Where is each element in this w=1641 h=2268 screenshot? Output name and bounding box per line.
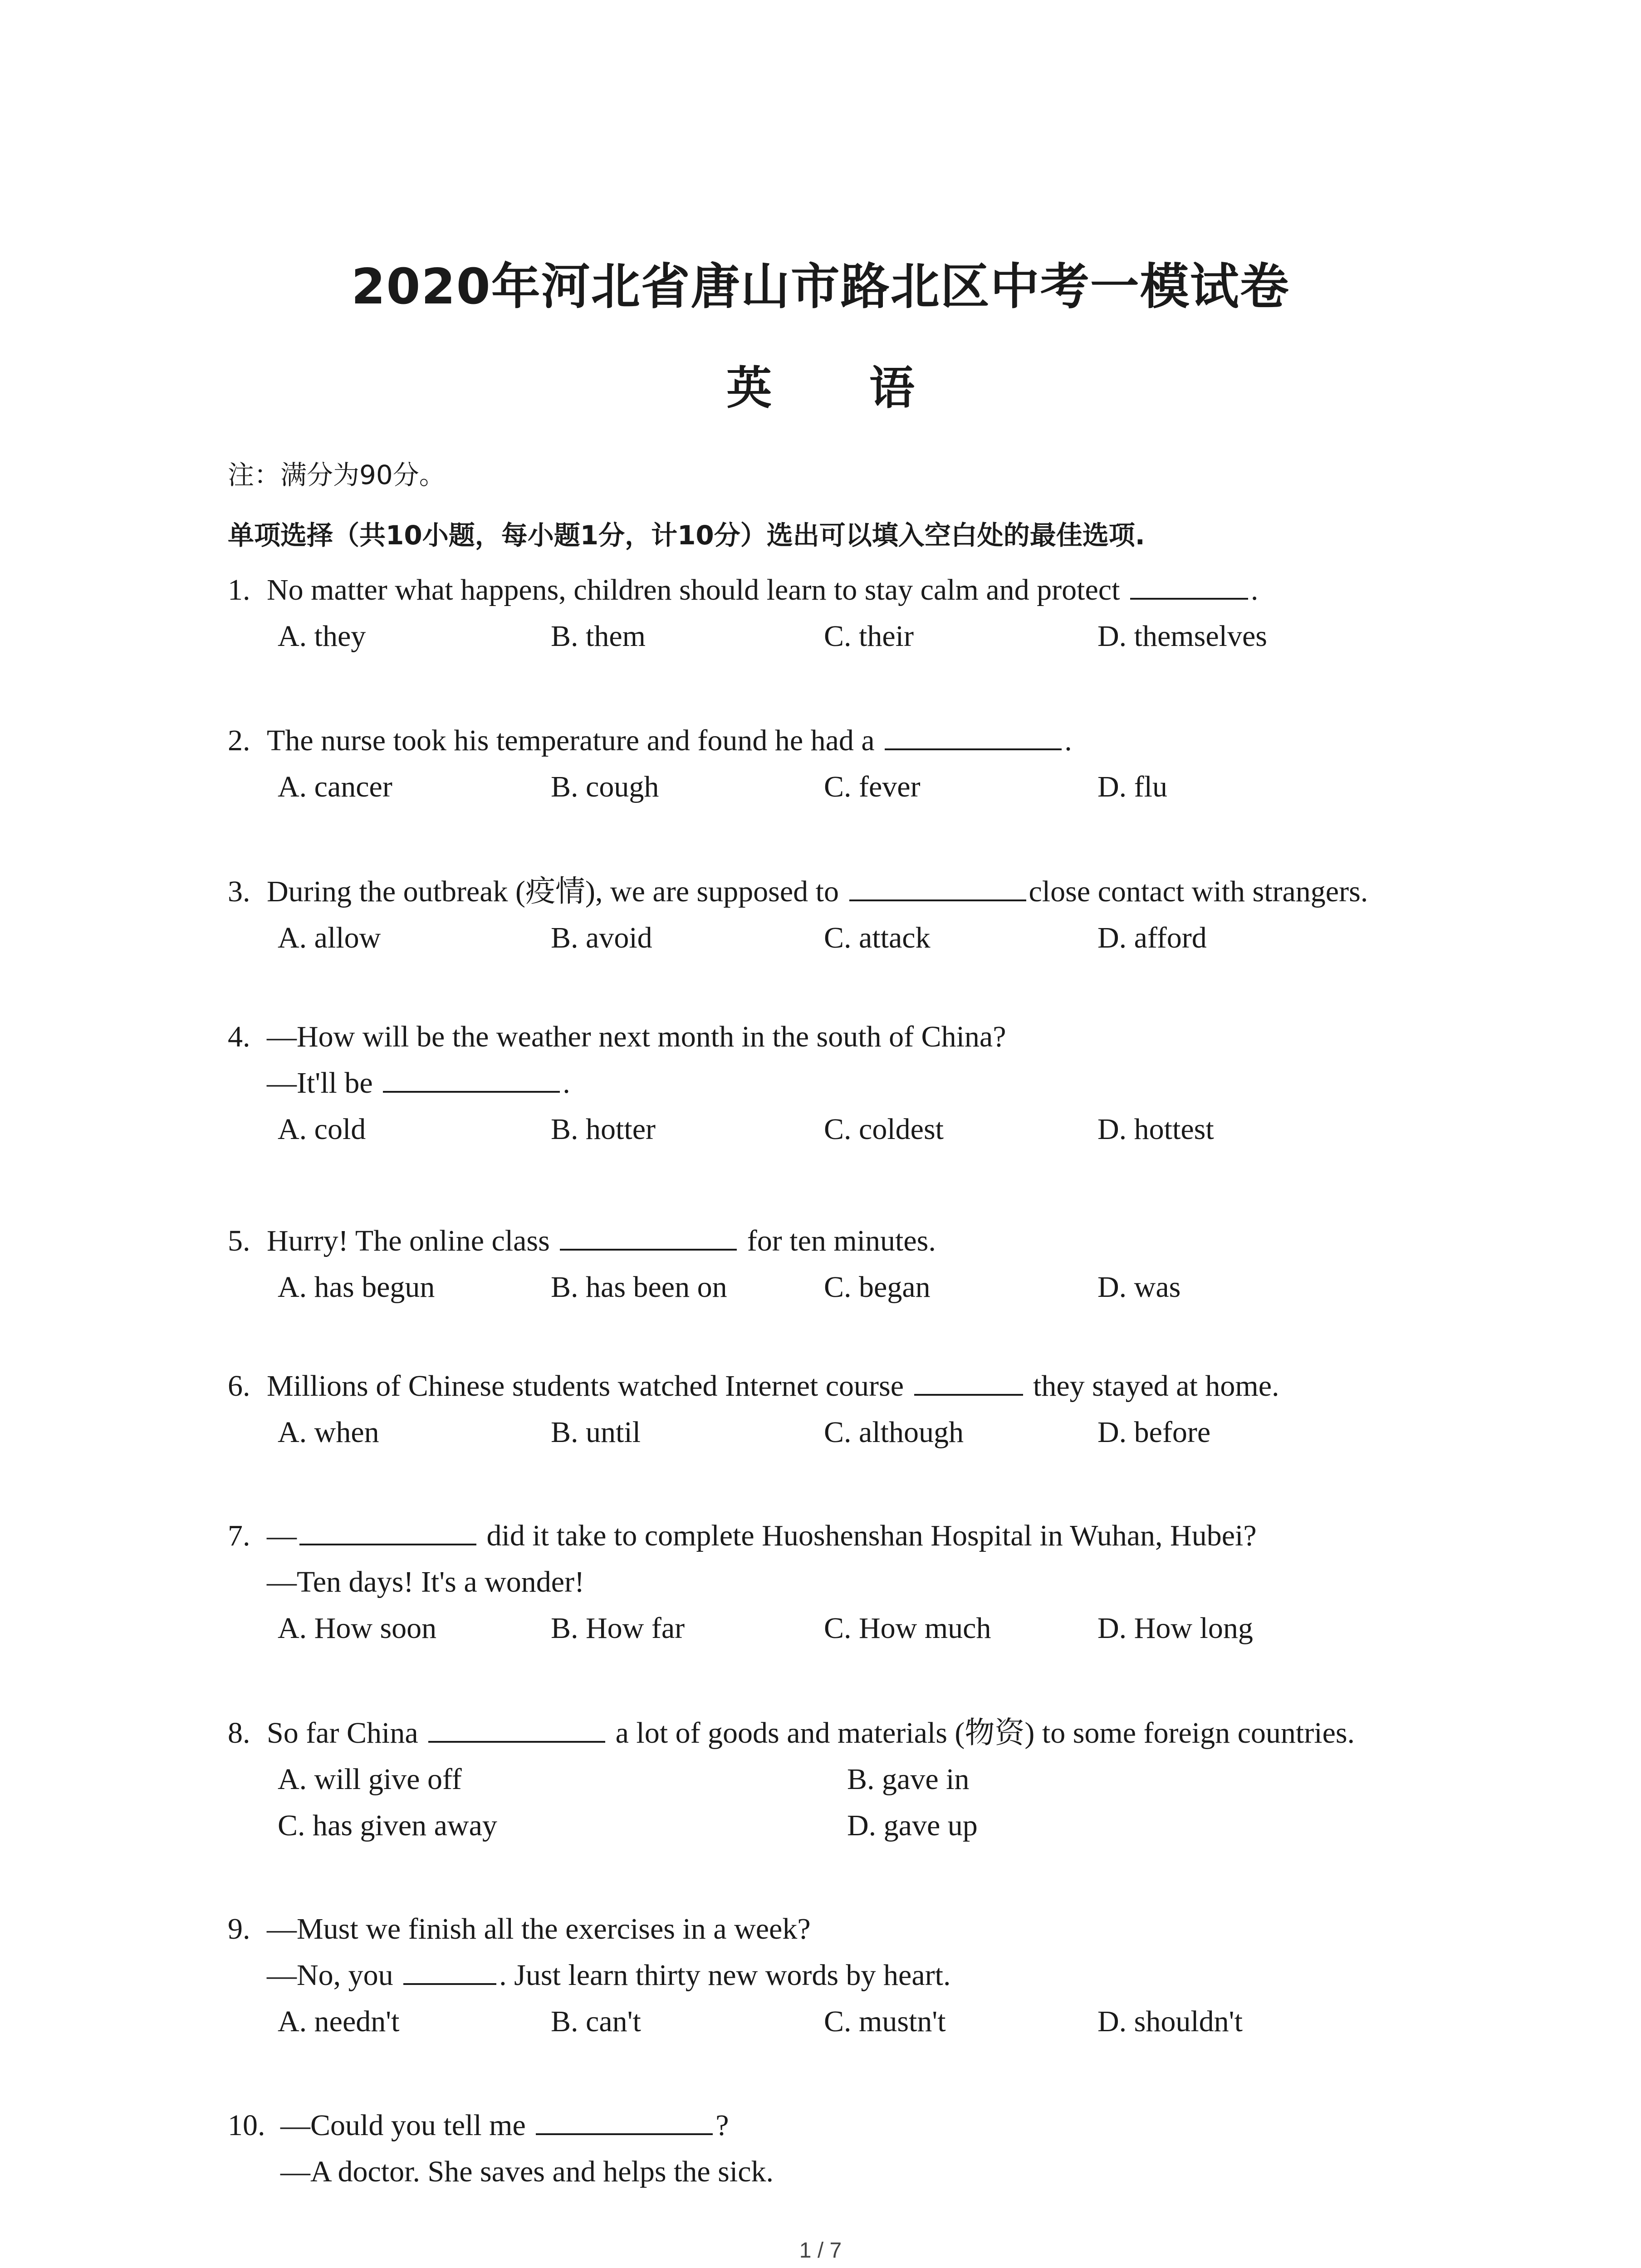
question-number: 8. [228,1716,250,1750]
question-text: did it take to complete Huoshenshan Hospital in Wuhan, Hubei? [486,1519,1257,1552]
option-b[interactable]: B. has been on [551,1271,727,1304]
option-d[interactable]: D. hottest [1097,1113,1214,1146]
question-text: — [267,1519,297,1552]
question-text: —Must we finish all the exercises in a week? [267,1912,811,1945]
question-8 [228,1710,1589,1849]
option-d[interactable]: D. was [1097,1271,1181,1304]
option-a[interactable]: A. when [278,1416,379,1449]
question-text: —No, you [267,1959,393,1992]
question-number: 1. [228,573,250,606]
question-9 [228,1906,1589,2045]
answer-blank[interactable] [383,1061,560,1093]
option-d[interactable]: D. flu [1097,770,1167,803]
question-1 [228,567,1589,660]
option-b[interactable]: B. until [551,1416,641,1449]
question-7 [228,1513,1589,1652]
question-text: Millions of Chinese students watched Internet course [267,1369,904,1403]
answer-blank[interactable] [885,719,1062,750]
page-number: 1 / 7 [799,2239,842,2263]
question-4 [228,1014,1589,1153]
question-number: 4. [228,1020,250,1053]
option-b[interactable]: B. hotter [551,1113,656,1146]
question-number: 5. [228,1224,250,1257]
question-text: close contact with strangers. [1029,875,1368,908]
option-a[interactable]: A. will give off [278,1763,462,1796]
question-6 [228,1363,1589,1456]
option-a[interactable]: A. they [278,620,366,653]
question-number: 3. [228,875,250,908]
option-c[interactable]: C. mustn't [824,2005,946,2038]
question-text: —It'll be [267,1066,373,1100]
answer-blank[interactable] [914,1364,1023,1396]
option-b[interactable]: B. gave in [847,1763,970,1796]
option-b[interactable]: B. avoid [551,921,652,954]
option-c[interactable]: C. although [824,1416,964,1449]
question-2 [228,718,1589,810]
answer-blank[interactable] [1130,568,1248,600]
question-text: they stayed at home. [1033,1369,1279,1403]
question-text: So far China [267,1716,418,1750]
option-c[interactable]: C. has given away [278,1809,497,1842]
answer-blank[interactable] [536,2103,713,2135]
option-a[interactable]: A. How soon [278,1612,437,1645]
question-text: —How will be the weather next month in the south of China? [267,1020,1006,1053]
answer-blank[interactable] [849,870,1026,901]
option-d[interactable]: D. gave up [847,1809,978,1842]
option-c[interactable]: C. How much [824,1612,991,1645]
option-a[interactable]: A. allow [278,921,381,954]
question-3 [228,869,1589,961]
page-title: 2020年河北省唐山市路北区中考一模试卷 [351,259,1290,315]
option-d[interactable]: D. afford [1097,921,1207,954]
page-subject: 英 语 [726,362,955,415]
question-number: 10. [228,2109,265,2142]
question-text: During the outbreak (疫情), we are supposed to [267,875,839,908]
question-number: 7. [228,1519,250,1552]
answer-blank[interactable] [299,1514,476,1545]
question-text: —A doctor. She saves and helps the sick. [280,2155,774,2188]
question-text: ? [715,2109,729,2142]
option-d[interactable]: D. themselves [1097,620,1267,653]
question-text: —Could you tell me [280,2109,526,2142]
option-c[interactable]: C. began [824,1271,931,1304]
question-text: . [1064,724,1072,757]
option-a[interactable]: A. has begun [278,1271,435,1304]
section-heading: 单项选择（共10小题，每小题1分，计10分）选出可以填入空白处的最佳选项. [228,520,1145,551]
question-number: 9. [228,1912,250,1945]
option-c[interactable]: C. fever [824,770,921,803]
question-number: 2. [228,724,250,757]
question-text: . [1250,573,1259,606]
question-text: for ten minutes. [747,1224,936,1257]
option-a[interactable]: A. needn't [278,2005,400,2038]
question-text: . Just learn thirty new words by heart. [499,1959,951,1992]
option-d[interactable]: D. before [1097,1416,1211,1449]
option-a[interactable]: A. cold [278,1113,366,1146]
answer-blank[interactable] [403,1953,496,1985]
answer-blank[interactable] [428,1711,605,1743]
option-b[interactable]: B. them [551,620,646,653]
option-c[interactable]: C. attack [824,921,931,954]
question-text: No matter what happens, children should learn to stay calm and protect [267,573,1120,606]
question-number: 6. [228,1369,250,1403]
option-c[interactable]: C. their [824,620,914,653]
option-d[interactable]: D. shouldn't [1097,2005,1243,2038]
answer-blank[interactable] [560,1219,737,1251]
question-text: Hurry! The online class [267,1224,550,1257]
question-text: a lot of goods and materials (物资) to some foreign countries. [615,1716,1355,1750]
question-text: The nurse took his temperature and found he had a [267,724,875,757]
option-b[interactable]: B. How far [551,1612,685,1645]
question-text: —Ten days! It's a wonder! [267,1565,585,1598]
question-5 [228,1218,1589,1310]
option-b[interactable]: B. can't [551,2005,641,2038]
option-d[interactable]: D. How long [1097,1612,1253,1645]
score-note: 注：满分为90分。 [228,459,446,490]
option-c[interactable]: C. coldest [824,1113,944,1146]
option-b[interactable]: B. cough [551,770,659,803]
question-text: . [563,1066,570,1100]
option-a[interactable]: A. cancer [278,770,392,803]
question-10 [228,2102,1589,2195]
